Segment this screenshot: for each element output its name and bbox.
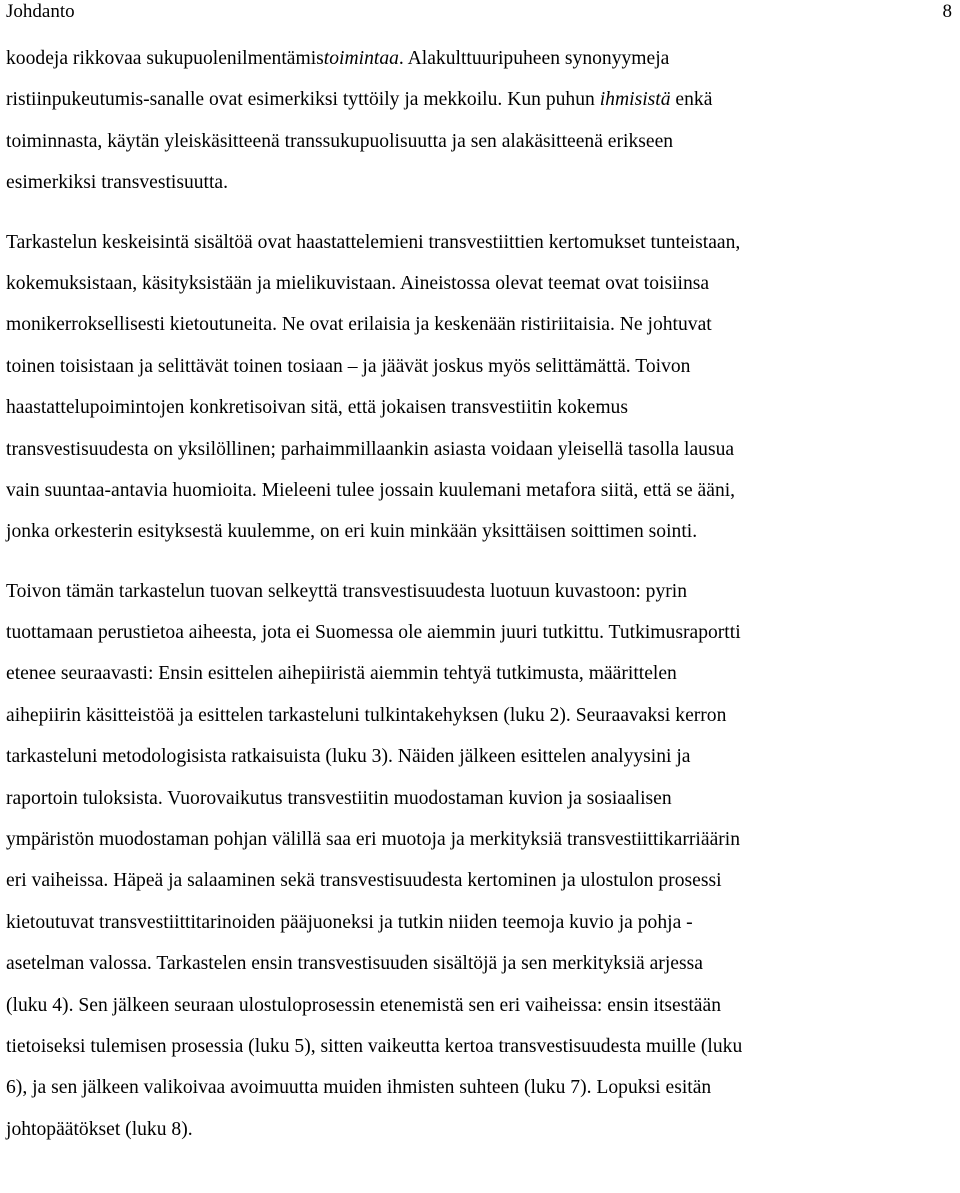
text-line [6, 860, 951, 901]
text-segment: enkä [670, 89, 713, 111]
text-line [6, 387, 951, 428]
text-segment: toinen toisistaan ja selittävät toinen tosiaan – ja jäävät joskus myös selittämättä. Toivon [6, 355, 691, 377]
text-segment: 6), ja sen jälkeen valikoivaa avoimuutta muiden ihmisten suhteen (luku 7). Lopuksi esitän [6, 1077, 712, 1099]
emphasized-text: toimintaa [323, 48, 399, 69]
running-header [6, 0, 952, 24]
text-line [6, 162, 951, 203]
text-line [6, 304, 951, 345]
paragraph [6, 222, 951, 553]
emphasized-text: ihmisistä [599, 89, 671, 111]
text-segment: raportoin tuloksista. Vuorovaikutus transvestiitin muodostaman kuvion ja sosiaalisen [6, 787, 672, 809]
text-segment: haastattelupoimintojen konkretisoivan sitä, että jokaisen transvestiitin kokemus [6, 397, 628, 419]
text-line [6, 222, 951, 263]
text-segment: etenee seuraavasti: Ensin esittelen aihepiiristä aiemmin tehtyä tutkimusta, määrittelen [6, 663, 677, 685]
text-segment: Tarkastelun keskeisintä sisältöä ovat haastattelemieni transvestiittien kertomukset tunteistaan, [6, 231, 741, 253]
text-line [6, 429, 951, 470]
text-segment: koodeja rikkovaa sukupuolenilmentämis [6, 48, 324, 69]
text-line [6, 653, 951, 694]
text-segment: toiminnasta, käytän yleiskäsitteenä transsukupuolisuutta ja sen alakäsitteenä erikseen [6, 130, 674, 152]
text-segment: . Alakulttuuripuheen synonyymeja [398, 48, 670, 69]
body-text [6, 38, 951, 1150]
paragraph [6, 571, 951, 1150]
text-segment: asetelman valossa. Tarkastelen ensin transvestisuuden sisältöjä ja sen merkityksiä arjessa [6, 953, 703, 975]
text-line [6, 571, 951, 612]
page-number: 8 [942, 1, 952, 22]
text-line [6, 819, 951, 860]
text-line [6, 470, 951, 511]
text-line [6, 121, 951, 162]
text-line [6, 346, 951, 387]
text-line [6, 612, 951, 653]
text-segment: ympäristön muodostaman pohjan välillä saa eri muotoja ja merkityksiä transvestiittikarriäärin [6, 829, 741, 851]
text-line [6, 985, 951, 1026]
text-segment: esimerkiksi transvestisuutta. [6, 172, 229, 194]
text-segment: tietoiseksi tulemisen prosessia (luku 5), sitten vaikeutta kertoa transvestisuudesta muille (luku [6, 1035, 743, 1057]
text-line [6, 778, 951, 819]
text-segment: Toivon tämän tarkastelun tuovan selkeyttä transvestisuudesta luotuun kuvastoon: pyrin [6, 580, 688, 602]
text-line [6, 511, 951, 552]
text-segment: tarkasteluni metodologisista ratkaisuista (luku 3). Näiden jälkeen esittelen analyysini ja [6, 746, 691, 768]
text-line [6, 263, 951, 304]
section-title: Johdanto [6, 1, 75, 22]
text-segment: aihepiirin käsitteistöä ja esittelen tarkasteluni tulkintakehyksen (luku 2). Seuraavaksi kerron [6, 704, 727, 726]
text-line [6, 79, 951, 120]
text-segment: vain suuntaa-antavia huomioita. Mieleeni tulee jossain kuulemani metafora siitä, että se ääni, [6, 479, 736, 501]
text-line [6, 736, 951, 777]
text-line [6, 1109, 951, 1150]
text-line [6, 1026, 951, 1067]
text-segment: eri vaiheissa. Häpeä ja salaaminen sekä transvestisuudesta kertominen ja ulostulon prosessi [6, 870, 722, 892]
text-segment: monikerroksellisesti kietoutuneita. Ne ovat erilaisia ja keskenään ristiriitaisia. Ne johtuvat [6, 314, 712, 336]
text-segment: (luku 4). Sen jälkeen seuraan ulostuloprosessin etenemistä sen eri vaiheissa: ensin itsestään [6, 994, 721, 1016]
text-segment: tuottamaan perustietoa aiheesta, jota ei Suomessa ole aiemmin juuri tutkittu. Tutkimusraportti [6, 622, 741, 644]
paragraph [6, 38, 951, 204]
text-line [6, 902, 951, 943]
text-segment: jonka orkesterin esityksestä kuulemme, on eri kuin minkään yksittäisen soittimen sointi. [6, 521, 698, 543]
text-segment: johtopäätökset (luku 8). [6, 1118, 193, 1140]
text-segment: kietoutuvat transvestiittitarinoiden pääjuoneksi ja tutkin niiden teemoja kuvio ja pohja - [6, 911, 693, 933]
text-segment: transvestisuudesta on yksilöllinen; parhaimmillaankin asiasta voidaan yleisellä tasolla lausua [6, 438, 735, 460]
text-segment: kokemuksistaan, käsityksistään ja mielikuvistaan. Aineistossa olevat teemat ovat toisiinsa [6, 272, 710, 294]
text-line [6, 38, 951, 79]
text-line [6, 1067, 951, 1108]
text-segment: ristiinpukeutumis-sanalle ovat esimerkiksi tyttöily ja mekkoilu. Kun puhun [6, 89, 600, 111]
text-line [6, 695, 951, 736]
text-line [6, 943, 951, 984]
